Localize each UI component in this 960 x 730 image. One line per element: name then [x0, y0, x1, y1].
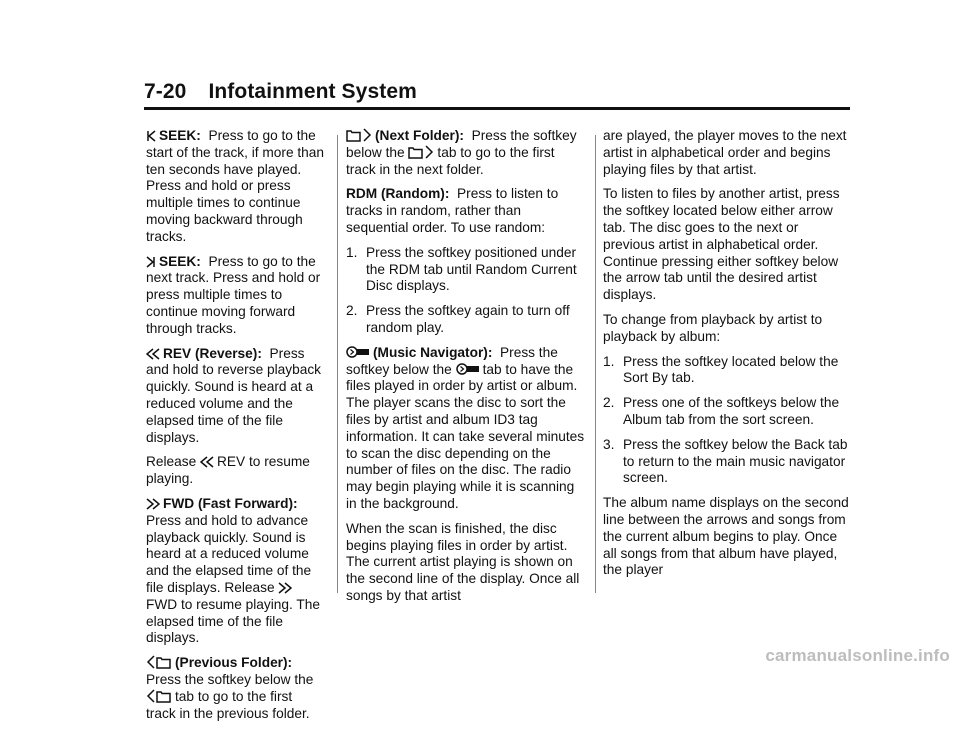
music-navigator-icon: [346, 345, 370, 359]
list-item: 2. Press one of the softkeys below the Album tab from the sort screen.: [603, 395, 840, 427]
column-1: [146, 128, 324, 730]
paragraph: are played, the player moves to the next artist in alphabetical order and begins playing files by that artist.: [603, 128, 847, 177]
header-rule: [144, 107, 850, 110]
paragraph: To listen to files by another artist, press the softkey located below either arrow tab. The disc goes to the next or previous artist in alphabetical order. Continue pressing either softkey below the arrow tab until the desired artist displays.: [603, 186, 840, 303]
fast-forward-icon: [146, 498, 160, 510]
paragraph: The album name displays on the second line between the arrows and songs from the current album begins to play. Once all songs from that album have played, the player: [603, 495, 849, 578]
list-item: 3. Press the softkey below the Back tab to return to the main music navigator screen.: [603, 436, 848, 486]
fast-forward-icon: [278, 582, 292, 594]
previous-folder-icon: [146, 655, 172, 669]
page-title: Infotainment System: [208, 80, 417, 103]
list-item: 1. Press the softkey positioned under the RDM tab until Random Current Disc displays.: [346, 244, 577, 294]
seek-back-icon: [146, 130, 156, 142]
rewind-icon: [146, 348, 160, 360]
scan-paragraph: When the scan is finished, the disc begins playing files in order by artist. The current artist playing is shown on the second line of the display. Once all songs by that artist: [346, 520, 580, 603]
rev-release-paragraph: Release REV to resume playing.: [146, 454, 310, 487]
album-steps: [603, 354, 853, 488]
watermark: carmanualsonline.info: [765, 646, 950, 665]
column-divider: [595, 135, 596, 593]
next-folder-paragraph: (Next Folder): Press the softkey below the tab to go to the first track in the next folder.: [346, 128, 577, 177]
page-header: [144, 80, 417, 104]
rdm-steps: [346, 245, 586, 337]
fwd-paragraph: FWD (Fast Forward): Press and hold to advance playback quickly. Sound is heard at a reduced volume and the elapsed time of the file displays. Release FWD to resume playing. The elapsed time of the file displays.: [146, 495, 320, 646]
previous-folder-icon: [146, 689, 172, 703]
next-folder-icon: [408, 145, 434, 159]
list-item: 1. Press the softkey located below the Sort By tab.: [603, 353, 839, 386]
list-item: 2. Press the softkey again to turn off random play.: [346, 303, 570, 335]
next-folder-icon: [346, 128, 372, 142]
seek-forward-icon: [146, 256, 156, 268]
page-number: 7-20: [144, 80, 187, 103]
previous-folder-paragraph: (Previous Folder): Press the softkey below the tab to go to the first track in the previous folder.: [146, 655, 314, 721]
music-navigator-paragraph: (Music Navigator): Press the softkey below the tab to have the files played in order by artist or album. The player scans the disc to sort the files by artist and album ID3 tag information. It can take several minutes to scan the disc depending on the number of files on the disc. The radio may begin playing while it is scanning in the background.: [346, 344, 585, 511]
seek-back-paragraph: SEEK: Press to go to the start of the track, if more than ten seconds have played. Press and hold or press multiple times to continue moving backward through tracks.: [146, 128, 325, 244]
rdm-paragraph: RDM (Random): Press to listen to tracks in random, rather than sequential order. To use random:: [346, 186, 559, 235]
column-3: [603, 128, 853, 587]
column-divider: [337, 135, 338, 593]
seek-forward-paragraph: SEEK: Press to go to the next track. Press and hold or press multiple times to continue moving forward through tracks.: [146, 253, 321, 336]
paragraph: To change from playback by artist to playback by album:: [603, 311, 823, 344]
music-navigator-icon: [456, 362, 480, 376]
rewind-icon: [200, 456, 214, 468]
rev-paragraph: REV (Reverse): Press and hold to reverse playback quickly. Sound is heard at a reduced volume and the elapsed time of the file displays.: [146, 345, 322, 445]
column-2: [346, 128, 586, 613]
